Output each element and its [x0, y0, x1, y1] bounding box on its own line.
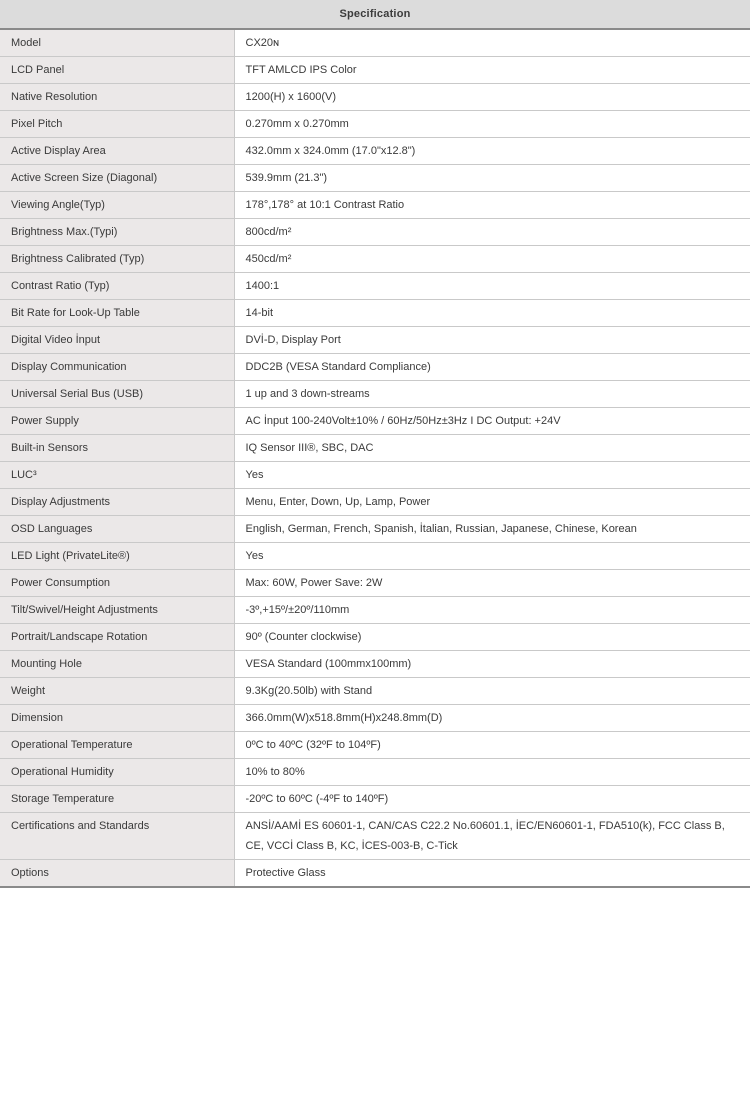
specification-title: Specification [0, 0, 750, 29]
spec-value: -20ºC to 60ºC (-4ºF to 140ºF) [234, 786, 750, 813]
spec-row-model [0, 29, 750, 57]
spec-row-contrast-ratio [0, 273, 750, 300]
spec-value: Max: 60W, Power Save: 2W [234, 570, 750, 597]
spec-row-built-in-sensors [0, 435, 750, 462]
spec-value: Yes [234, 462, 750, 489]
spec-label: Certifications and Standards [0, 813, 234, 860]
spec-row-display-adjustments [0, 489, 750, 516]
spec-row-bit-rate [0, 300, 750, 327]
spec-value: DDC2B (VESA Standard Compliance) [234, 354, 750, 381]
spec-label: Viewing Angle(Typ) [0, 192, 234, 219]
spec-value: 1200(H) x 1600(V) [234, 84, 750, 111]
spec-label: Power Supply [0, 408, 234, 435]
spec-label: Display Communication [0, 354, 234, 381]
spec-value: Protective Glass [234, 860, 750, 888]
spec-value: 9.3Kg(20.50lb) with Stand [234, 678, 750, 705]
spec-row-lcd-panel [0, 57, 750, 84]
spec-value: 0.270mm x 0.270mm [234, 111, 750, 138]
spec-row-led-light [0, 543, 750, 570]
spec-row-luc [0, 462, 750, 489]
spec-value: English, German, French, Spanish, İtalian, Russian, Japanese, Chinese, Korean [234, 516, 750, 543]
spec-row-usb [0, 381, 750, 408]
spec-value: DVİ-D, Display Port [234, 327, 750, 354]
spec-value: 1400:1 [234, 273, 750, 300]
spec-row-operational-temperature [0, 732, 750, 759]
specification-header-row [0, 0, 750, 29]
spec-label: Brightness Calibrated (Typ) [0, 246, 234, 273]
spec-row-storage-temperature [0, 786, 750, 813]
spec-row-native-resolution [0, 84, 750, 111]
spec-label: Brightness Max.(Typi) [0, 219, 234, 246]
spec-value: 0ºC to 40ºC (32ºF to 104ºF) [234, 732, 750, 759]
spec-label: Weight [0, 678, 234, 705]
spec-row-active-screen-size [0, 165, 750, 192]
spec-row-options [0, 860, 750, 888]
spec-label: OSD Languages [0, 516, 234, 543]
spec-row-brightness-max [0, 219, 750, 246]
spec-label: Tilt/Swivel/Height Adjustments [0, 597, 234, 624]
spec-label: Power Consumption [0, 570, 234, 597]
spec-label: Built-in Sensors [0, 435, 234, 462]
spec-row-power-supply [0, 408, 750, 435]
spec-label: Bit Rate for Look-Up Table [0, 300, 234, 327]
spec-row-mounting-hole [0, 651, 750, 678]
spec-value: 366.0mm(W)x518.8mm(H)x248.8mm(D) [234, 705, 750, 732]
spec-label: Options [0, 860, 234, 888]
spec-value: 1 up and 3 down-streams [234, 381, 750, 408]
spec-label: Universal Serial Bus (USB) [0, 381, 234, 408]
spec-value: ANSİ/AAMİ ES 60601-1, CAN/CAS C22.2 No.60601.1, İEC/EN60601-1, FDA510(k), FCC Class B, CE, VCCİ Class B, KC, İCES-003-B, C-Tick [234, 813, 750, 860]
spec-value: VESA Standard (100mmx100mm) [234, 651, 750, 678]
spec-label: Active Screen Size (Diagonal) [0, 165, 234, 192]
spec-label: Display Adjustments [0, 489, 234, 516]
spec-label: Operational Humidity [0, 759, 234, 786]
spec-value: AC İnput 100-240Volt±10% / 60Hz/50Hz±3Hz I DC Output: +24V [234, 408, 750, 435]
spec-label: Mounting Hole [0, 651, 234, 678]
spec-value: CX20ɴ [234, 29, 750, 57]
spec-label: Model [0, 29, 234, 57]
spec-value: Yes [234, 543, 750, 570]
spec-value: IQ Sensor III®, SBC, DAC [234, 435, 750, 462]
spec-label: Storage Temperature [0, 786, 234, 813]
spec-value: 10% to 80% [234, 759, 750, 786]
spec-value: -3º,+15º/±20º/110mm [234, 597, 750, 624]
spec-row-operational-humidity [0, 759, 750, 786]
spec-row-weight [0, 678, 750, 705]
spec-value: 178°,178° at 10:1 Contrast Ratio [234, 192, 750, 219]
spec-row-tilt-swivel-height [0, 597, 750, 624]
spec-label: Portrait/Landscape Rotation [0, 624, 234, 651]
spec-row-viewing-angle [0, 192, 750, 219]
spec-row-brightness-calibrated [0, 246, 750, 273]
spec-value: 800cd/m² [234, 219, 750, 246]
spec-value: 539.9mm (21.3") [234, 165, 750, 192]
spec-row-digital-video-input [0, 327, 750, 354]
spec-label: Dimension [0, 705, 234, 732]
spec-value: TFT AMLCD IPS Color [234, 57, 750, 84]
spec-label: LED Light (PrivateLite®) [0, 543, 234, 570]
spec-label: Contrast Ratio (Typ) [0, 273, 234, 300]
spec-value: 432.0mm x 324.0mm (17.0"x12.8") [234, 138, 750, 165]
spec-row-rotation [0, 624, 750, 651]
spec-row-display-communication [0, 354, 750, 381]
spec-label: Operational Temperature [0, 732, 234, 759]
spec-label: Pixel Pitch [0, 111, 234, 138]
spec-row-power-consumption [0, 570, 750, 597]
spec-row-certifications [0, 813, 750, 860]
spec-label: Active Display Area [0, 138, 234, 165]
spec-value: Menu, Enter, Down, Up, Lamp, Power [234, 489, 750, 516]
spec-row-pixel-pitch [0, 111, 750, 138]
spec-label: Native Resolution [0, 84, 234, 111]
spec-row-active-display-area [0, 138, 750, 165]
spec-label: Digital Video İnput [0, 327, 234, 354]
spec-value: 450cd/m² [234, 246, 750, 273]
spec-value: 14-bit [234, 300, 750, 327]
spec-value: 90º (Counter clockwise) [234, 624, 750, 651]
spec-row-osd-languages [0, 516, 750, 543]
spec-label: LUC³ [0, 462, 234, 489]
spec-label: LCD Panel [0, 57, 234, 84]
spec-row-dimension [0, 705, 750, 732]
